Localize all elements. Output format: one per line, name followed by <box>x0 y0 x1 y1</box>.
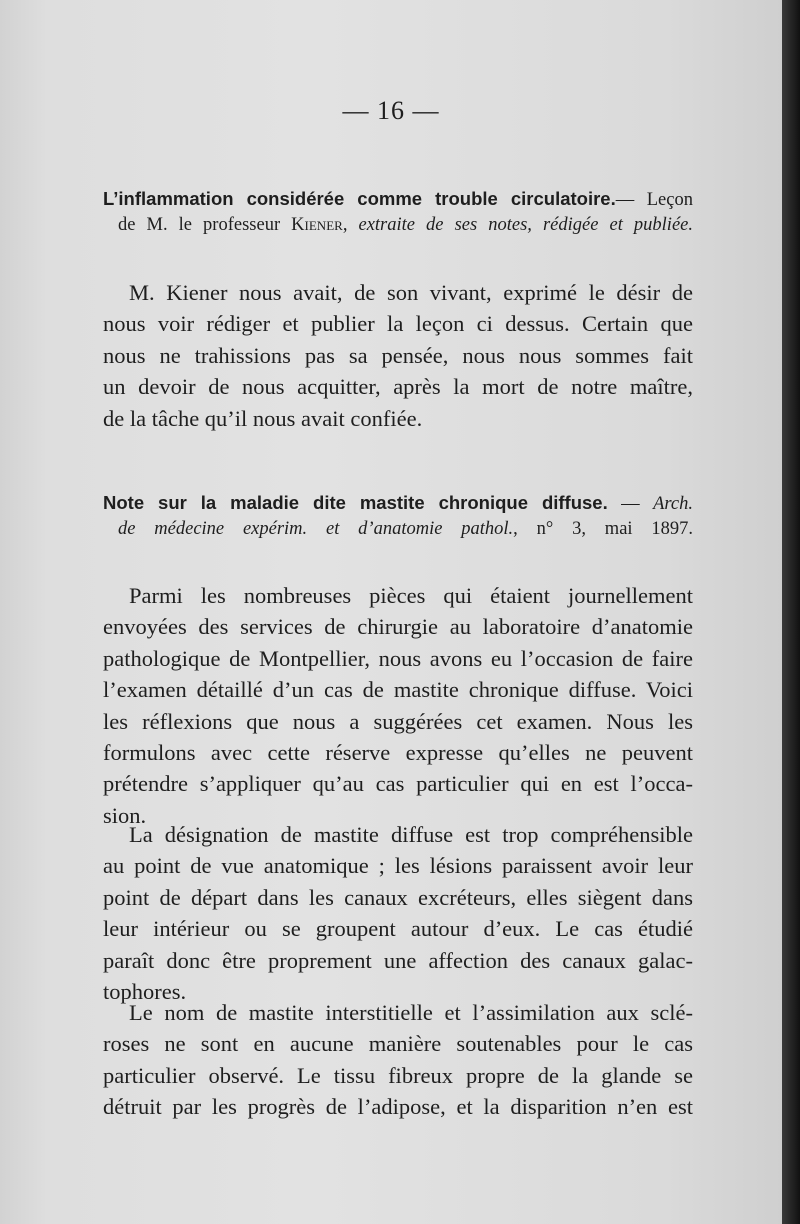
paragraph-2-line: Parmi les nombreuses pièces qui étaient journellement <box>129 583 693 608</box>
paragraph-3-line: point de départ dans les canaux excréteurs, elles siègent dans <box>103 884 693 910</box>
entry-title-1: L’inflammation considérée comme trouble circulatoire. <box>103 188 616 209</box>
entry-issue-2: , n° 3, mai 1897. <box>513 519 693 539</box>
entry-author-1: Kiener <box>291 215 343 235</box>
paragraph-2 <box>103 580 693 831</box>
paragraph-1 <box>103 277 693 434</box>
entry-heading-2 <box>103 490 693 542</box>
paragraph-2-line: l’examen détaillé d’un cas de mastite chronique diffuse. Voici <box>103 677 693 703</box>
paragraph-1-line: un devoir de nous acquitter, après la mort de notre maître, <box>103 374 693 400</box>
entry-journal-cont-2: de médecine expérim. et d’anatomie pathol. <box>118 519 514 539</box>
paragraph-4-line: roses ne sont en aucune manière soutenables pour le cas <box>103 1031 693 1057</box>
paragraph-1-line: M. Kiener nous avait, de son vivant, exprimé le désir de <box>129 280 693 305</box>
paragraph-1-line: de la tâche qu’il nous avait confiée. <box>103 405 423 431</box>
entry-title-2: Note sur la maladie dite mastite chronique diffuse. <box>103 492 608 513</box>
page-number: — 16 — <box>342 96 440 125</box>
paragraph-4-line: particulier observé. Le tissu fibreux propre de la glande se <box>103 1062 693 1088</box>
page-edge-shadow <box>782 0 800 1224</box>
paragraph-4-line: détruit par les progrès de l’adipose, et la disparition n’en est <box>103 1094 693 1120</box>
paragraph-2-line: envoyées des services de chirurgie au laboratoire d’anatomie <box>103 614 693 640</box>
paragraph-2-line: pathologique de Montpellier, nous avons eu l’occasion de faire <box>103 645 693 671</box>
entry-journal-2: Arch. <box>653 494 694 514</box>
paragraph-3-line: paraît donc être proprement une affection des canaux galac- <box>103 947 693 973</box>
paragraph-4-line: Le nom de mastite interstitielle et l’assimilation aux sclé- <box>129 1000 693 1025</box>
entry-type-1: — Leçon <box>615 190 693 210</box>
paragraph-2-line: prétendre s’appliquer qu’au cas particulier qui en est l’occa- <box>103 771 693 797</box>
paragraph-1-line: nous ne trahissions pas sa pensée, nous nous sommes fait <box>103 342 693 368</box>
paragraph-3-line: leur intérieur ou se groupent autour d’eux. Le cas étudié <box>103 916 693 942</box>
paragraph-2-line: formulons avec cette réserve expresse qu’elles ne peuvent <box>103 740 693 766</box>
entry-detail-1: extraite de ses notes, rédigée et publiée. <box>358 215 693 235</box>
paragraph-3-line: au point de vue anatomique ; les lésions paraissent avoir leur <box>103 853 693 879</box>
paragraph-3-line: La désignation de mastite diffuse est trop compréhensible <box>129 822 693 847</box>
entry-heading-1 <box>103 186 693 238</box>
paragraph-3 <box>103 819 693 1007</box>
entry-author-prefix-1: de M. le professeur <box>118 215 292 235</box>
paragraph-4 <box>103 997 693 1123</box>
paragraph-3-line: tophores. <box>103 979 187 1005</box>
paragraph-1-line: nous voir rédiger et publier la leçon ci dessus. Certain que <box>103 311 693 337</box>
paragraph-2-line: sion. <box>103 802 147 828</box>
entry-dash-2: — <box>607 494 654 514</box>
paragraph-2-line: les réflexions que nous a suggérées cet examen. Nous les <box>103 708 693 734</box>
entry-comma-1: , <box>342 215 359 235</box>
